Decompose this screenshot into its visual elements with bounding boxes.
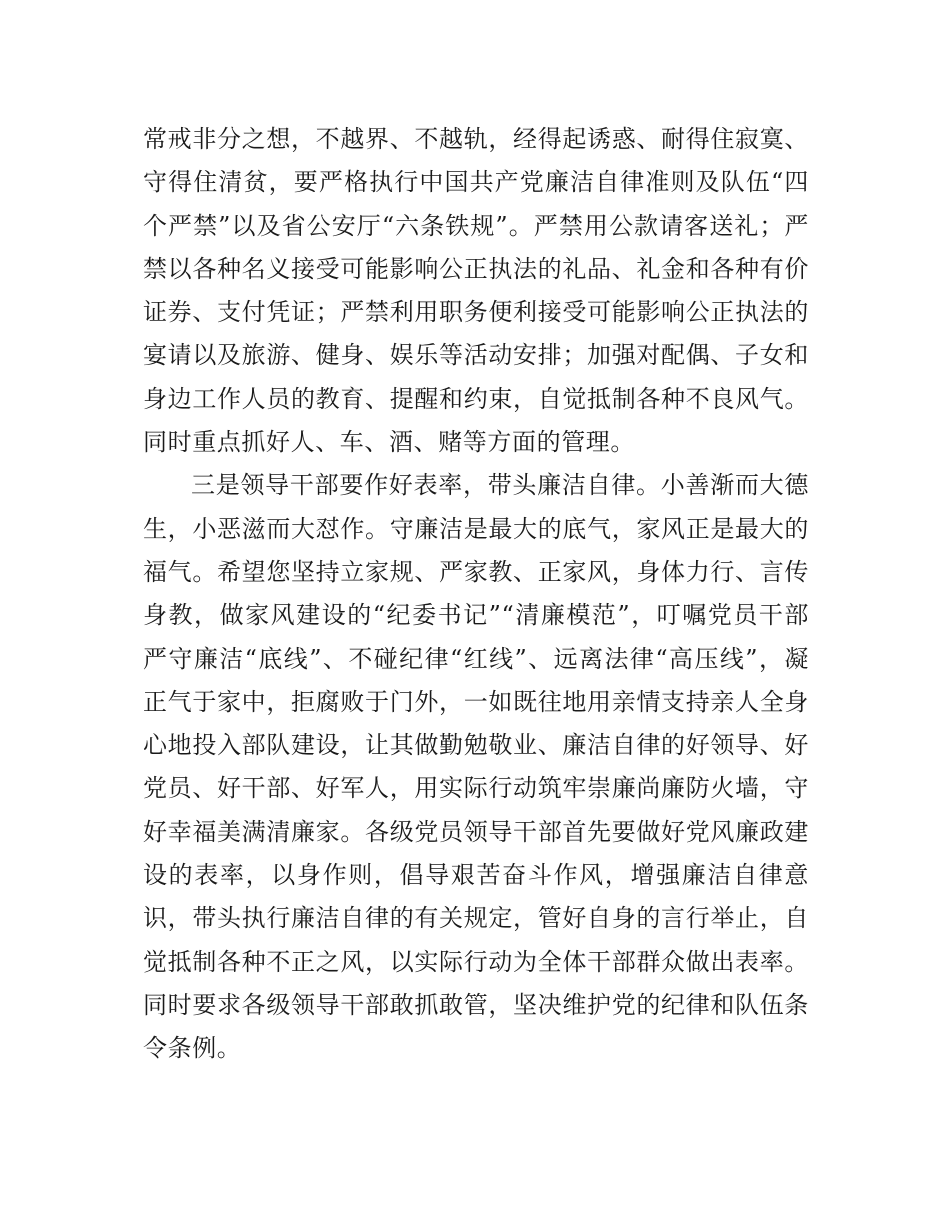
paragraph-leadership-example: 三是领导干部要作好表率，带头廉洁自律。小善渐而大德生，小恶滋而大怼作。守廉洁是最大的底气，家风正是最大的福气。希望您坚持立家规、严家教、正家风，身体力行、言传身教，做家风建设的“纪委书记”“清廉模范”，叮嘱党员干部严守廉洁“底线”、不碰纪律“红线”、远离法律“高压线”，凝正气于家中，拒腐败于门外，一如既往地用亲情支持亲人全身心地投入部队建设，让其做勤勉敬业、廉洁自律的好领导、好党员、好干部、好军人，用实际行动筑牢崇廉尚廉防火墙，守好幸福美满清廉家。各级党员领导干部首先要做好党风廉政建设的表率，以身作则，倡导艰苦奋斗作风，增强廉洁自律意识，带头执行廉洁自律的有关规定，管好自身的言行举止，自觉抵制各种不正之风，以实际行动为全体干部群众做出表率。同时要求各级领导干部敢抓敢管，坚决维护党的纪律和队伍条令条例。 — [143, 471, 809, 1063]
paragraph-continuation: 常戒非分之想，不越界、不越轨，经得起诱惑、耐得住寂寞、守得住清贫，要严格执行中国共产党廉洁自律准则及队伍“四个严禁”以及省公安厅“六条铁规”。严禁用公款请客送礼；严禁以各种名义接受可能影响公正执法的礼品、礼金和各种有价证券、支付凭证；严禁利用职务便利接受可能影响公正执法的宴请以及旅游、健身、娱乐等活动安排；加强对配偶、子女和身边工作人员的教育、提醒和约束，自觉抵制各种不良风气。同时重点抓好人、车、酒、赌等方面的管理。 — [143, 125, 809, 457]
document-body — [143, 118, 809, 1071]
